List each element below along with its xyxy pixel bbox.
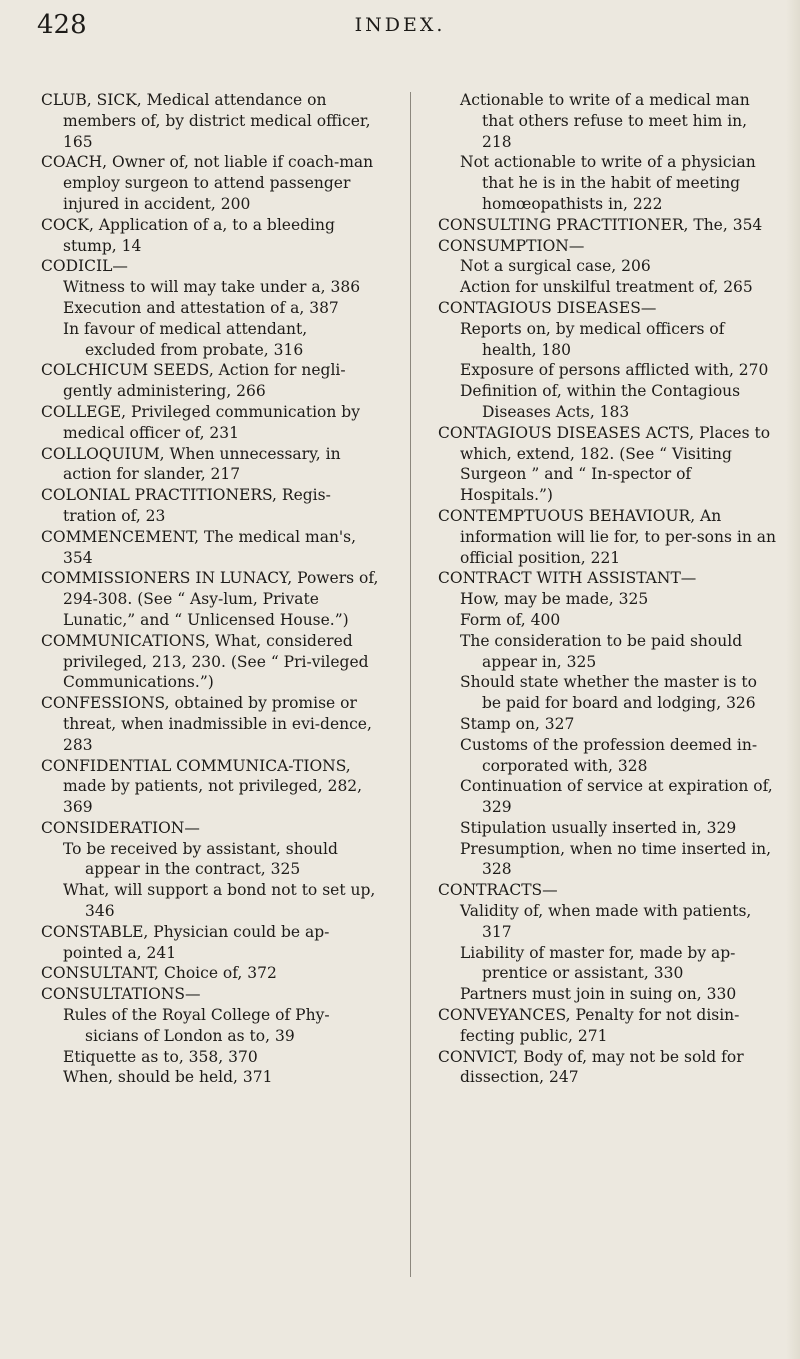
index-subentry: In favour of medical attendant, excluded from probate, 316 bbox=[63, 319, 308, 359]
index-subentry: Rules of the Royal College of Phy-sicians of London as to, 39 bbox=[63, 1006, 330, 1045]
index-entry: COLCHICUM SEEDS, Action for negli-gently administering, 266 bbox=[41, 361, 346, 401]
index-entry: CONSULTING PRACTITIONER, The, 354 bbox=[438, 215, 763, 234]
index-subentry: Presumption, when no time inserted in, 328 bbox=[460, 839, 772, 879]
index-entry: CONTRACTS— bbox=[438, 881, 558, 900]
index-entry: CLUB, SICK, Medical attendance on members of, by district medical officer, 165 bbox=[41, 91, 371, 151]
index-entry: COMMUNICATIONS, What, considered privileged, 213, 230. (See “ Pri-vileged Communications.”) bbox=[41, 631, 369, 692]
index-entry: CONSTABLE, Physician could be ap-pointed a, 241 bbox=[41, 922, 330, 962]
index-subentry: Execution and attestation of a, 387 bbox=[63, 298, 339, 317]
index-entry: CONFIDENTIAL COMMUNICA-TIONS, made by patients, not privileged, 282, 369 bbox=[41, 756, 363, 817]
index-subentry: Definition of, within the Contagious Diseases Acts, 183 bbox=[460, 382, 741, 421]
index-entry: COCK, Application of a, to a bleeding stump, 14 bbox=[41, 215, 335, 255]
index-subentry: To be received by assistant, should appear in the contract, 325 bbox=[63, 839, 338, 879]
column-divider bbox=[410, 92, 411, 1277]
index-entry: CONTRACT WITH ASSISTANT— bbox=[438, 569, 697, 588]
index-column-right bbox=[438, 90, 778, 1088]
index-entry: CONTAGIOUS DISEASES ACTS, Places to which, extend, 182. (See “ Visiting Surgeon ” and “ In-spector of Hospitals.”) bbox=[438, 423, 771, 505]
index-entry: CONVEYANCES, Penalty for not disin-fecting public, 271 bbox=[438, 1006, 740, 1045]
index-entry: CONTEMPTUOUS BEHAVIOUR, An information will lie for, to per-sons in an official position, 221 bbox=[438, 506, 776, 567]
index-entry: CONSULTATIONS— bbox=[41, 985, 201, 1004]
index-entry: CONSUMPTION— bbox=[438, 236, 585, 255]
index-entry: COLLOQUIUM, When unnecessary, in action for slander, 217 bbox=[41, 444, 341, 484]
index-subentry: Stipulation usually inserted in, 329 bbox=[460, 818, 737, 837]
index-entry: CONVICT, Body of, may not be sold for dissection, 247 bbox=[438, 1047, 744, 1087]
index-subentry: Exposure of persons afflicted with, 270 bbox=[460, 361, 769, 380]
page-number: 428 bbox=[37, 10, 87, 40]
index-subentry: Stamp on, 327 bbox=[460, 714, 575, 733]
index-subentry: Should state whether the master is to be paid for board and lodging, 326 bbox=[460, 673, 757, 713]
running-head: INDEX. bbox=[354, 14, 446, 36]
index-subentry: Validity of, when made with patients, 317 bbox=[460, 902, 752, 941]
index-entry: CODICIL— bbox=[41, 257, 128, 276]
index-subentry: Customs of the profession deemed in-corporated with, 328 bbox=[460, 735, 758, 775]
index-entry: CONTAGIOUS DISEASES— bbox=[438, 298, 657, 317]
index-subentry: Reports on, by medical officers of health, 180 bbox=[460, 319, 725, 359]
index-subentry: Liability of master for, made by ap-prentice or assistant, 330 bbox=[460, 943, 736, 983]
index-subentry: Witness to will may take under a, 386 bbox=[63, 278, 361, 297]
index-subentry: Form of, 400 bbox=[460, 610, 561, 629]
index-subentry: What, will support a bond not to set up, 346 bbox=[63, 881, 376, 921]
index-subentry: When, should be held, 371 bbox=[63, 1068, 273, 1087]
page-edge-shadow bbox=[786, 0, 800, 1359]
index-entry: CONSULTANT, Choice of, 372 bbox=[41, 964, 277, 983]
index-subentry: The consideration to be paid should appear in, 325 bbox=[460, 631, 743, 671]
index-subentry: Action for unskilful treatment of, 265 bbox=[460, 278, 753, 297]
index-entry: COMMENCEMENT, The medical man's, 354 bbox=[41, 527, 357, 567]
index-entry: COLONIAL PRACTITIONERS, Regis-tration of, 23 bbox=[41, 486, 331, 525]
index-subentry: How, may be made, 325 bbox=[460, 590, 649, 609]
index-subentry: Continuation of service at expiration of, 329 bbox=[460, 777, 773, 817]
index-subentry: Partners must join in suing on, 330 bbox=[460, 985, 737, 1004]
index-subentry: Not a surgical case, 206 bbox=[460, 257, 651, 276]
index-subentry: Etiquette as to, 358, 370 bbox=[63, 1047, 258, 1066]
index-subentry: Not actionable to write of a physician that he is in the habit of meeting homœopathists in, 222 bbox=[460, 153, 756, 213]
index-entry: CONSIDERATION— bbox=[41, 818, 200, 837]
index-entry: COACH, Owner of, not liable if coach-man employ surgeon to attend passenger injured in accident, 200 bbox=[41, 153, 374, 213]
index-subentry: Actionable to write of a medical man that others refuse to meet him in, 218 bbox=[460, 91, 750, 151]
index-entry: COLLEGE, Privileged communication by medical officer of, 231 bbox=[41, 402, 360, 442]
index-entry: COMMISSIONERS IN LUNACY, Powers of, 294-308. (See “ Asy-lum, Private Lunatic,” and “ Unlicensed House.”) bbox=[41, 569, 379, 629]
index-column-left bbox=[41, 90, 381, 1088]
index-entry: CONFESSIONS, obtained by promise or threat, when inadmissible in evi-dence, 283 bbox=[41, 694, 372, 754]
